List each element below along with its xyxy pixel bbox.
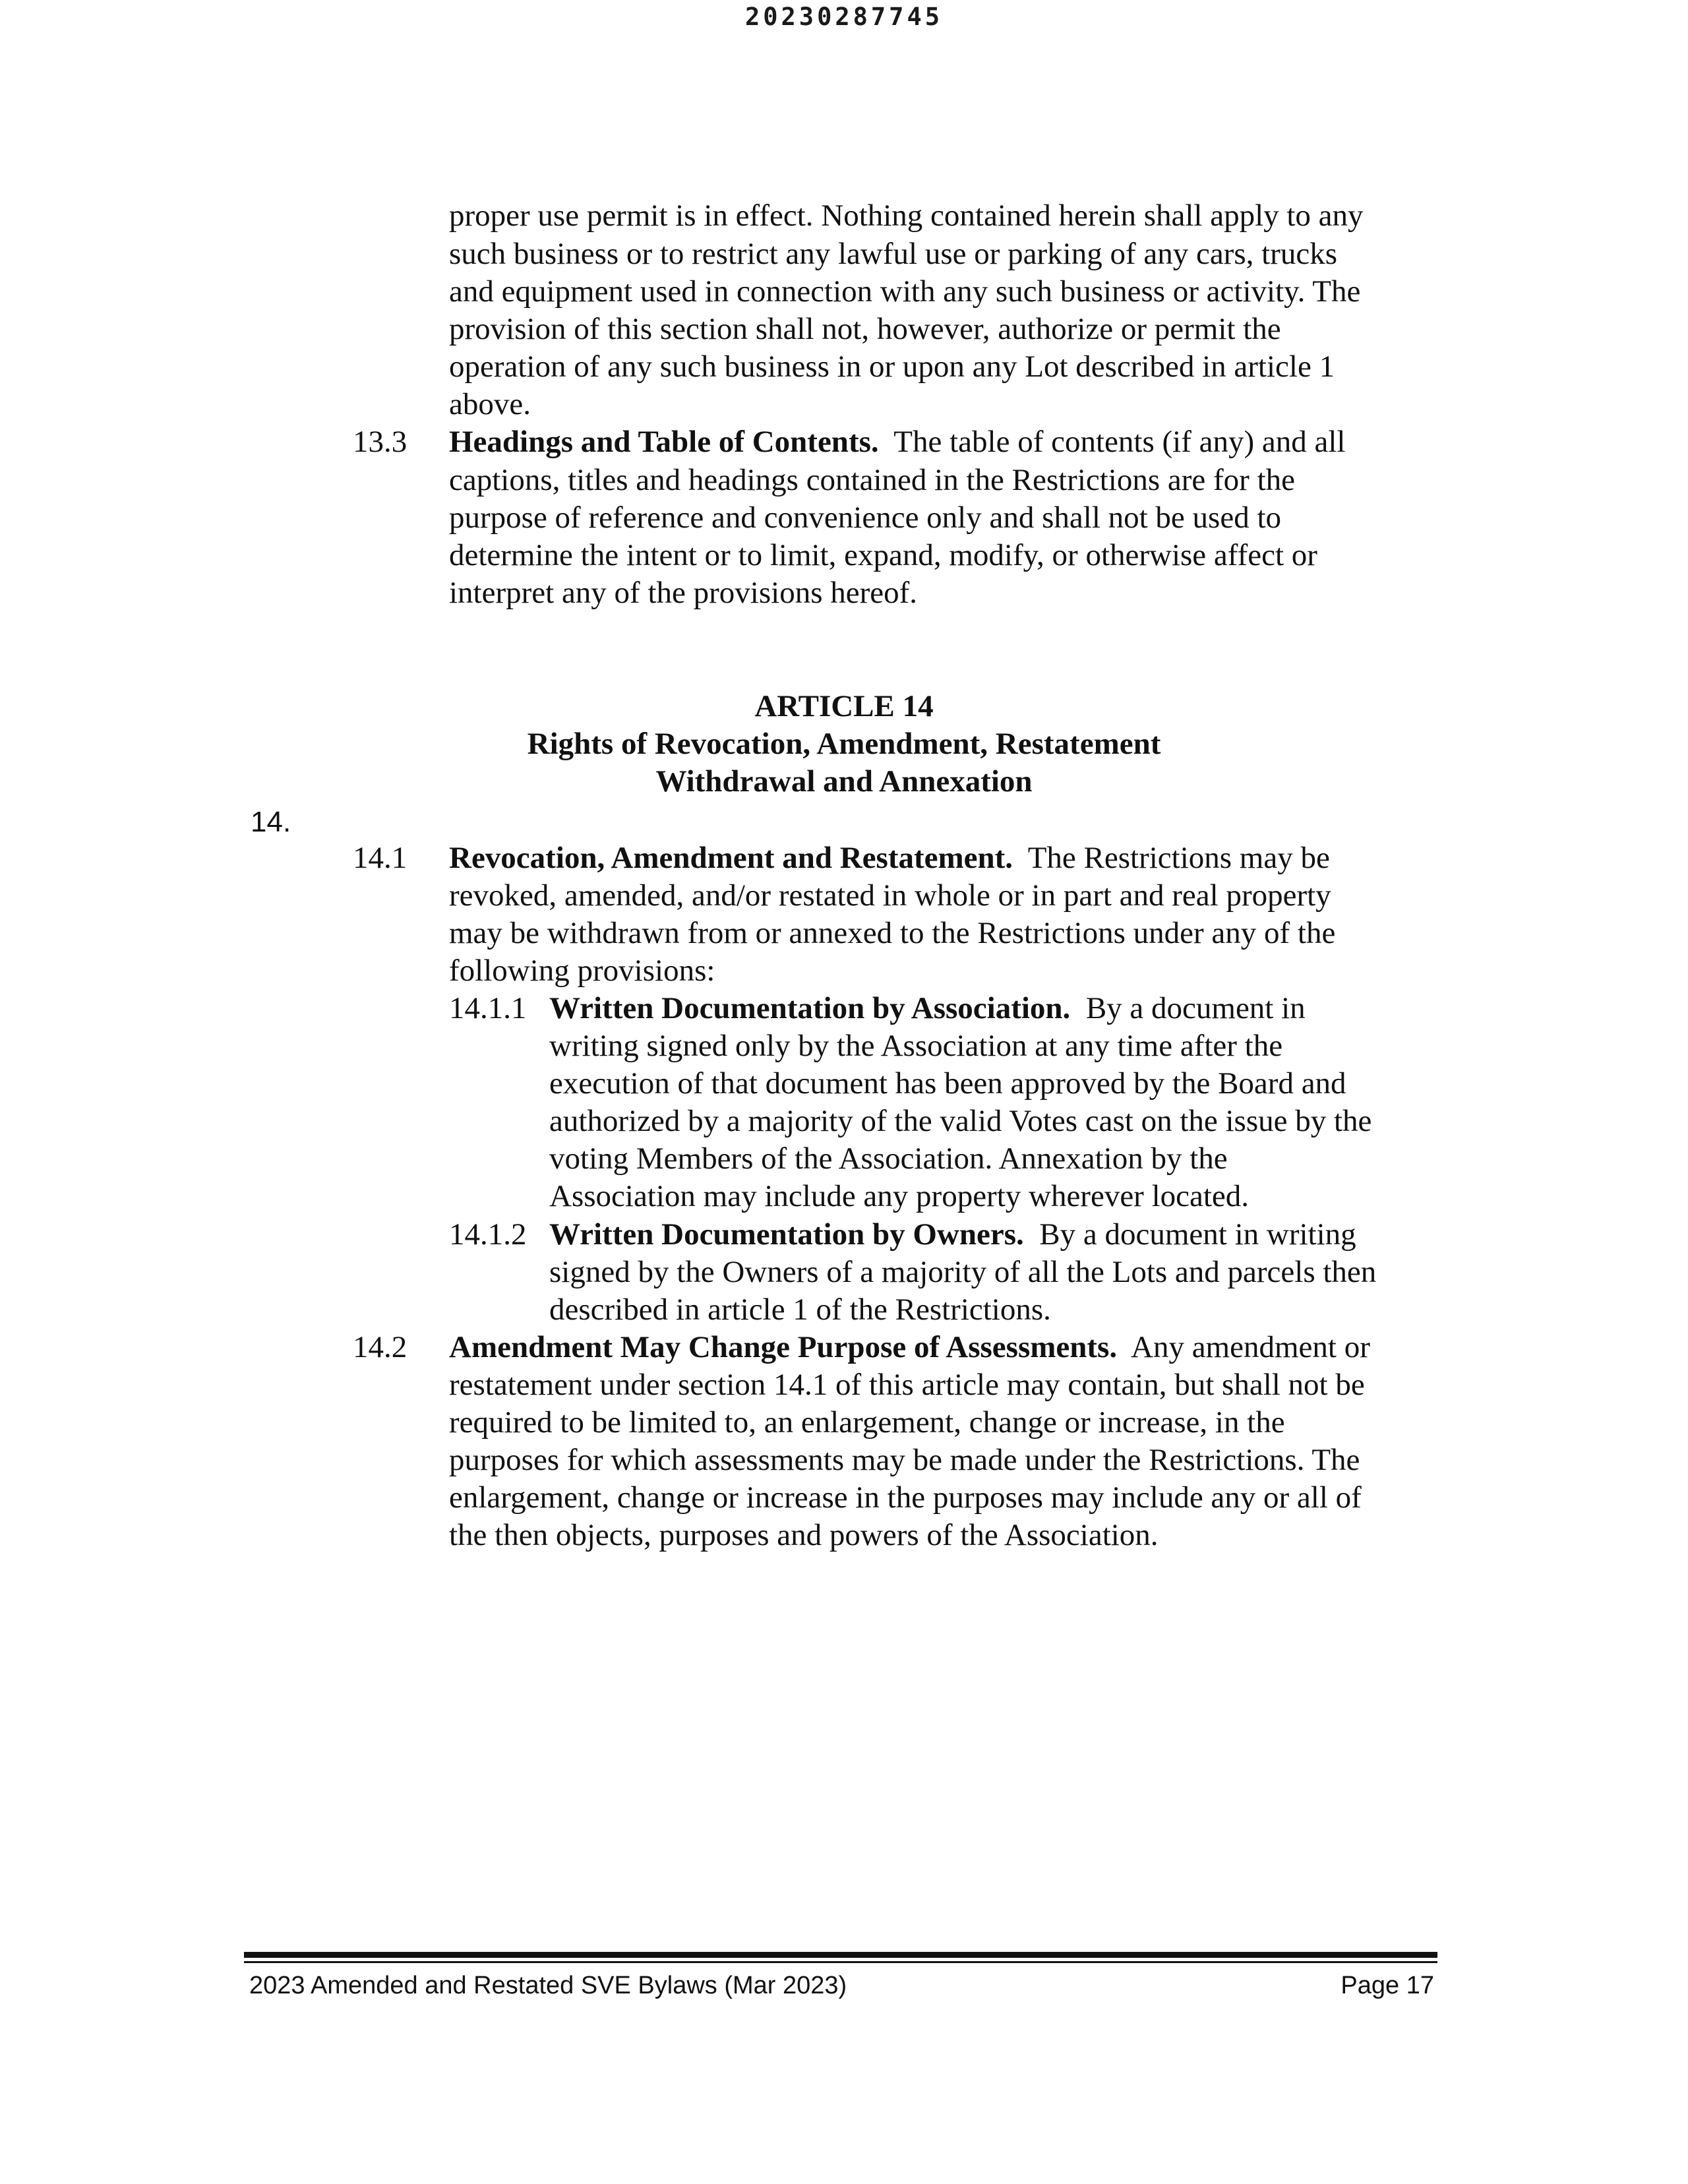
section-number: 14.2 [353, 1330, 407, 1364]
subsection-line: writing signed only by the Association at any time after the [549, 1029, 1283, 1063]
continuation-line: operation of any such business in or upon any Lot described in article 1 [449, 349, 1335, 384]
continuation-line: and equipment used in connection with any such business or activity. The [449, 274, 1361, 309]
section-line: captions, titles and headings contained in the Restrictions are for the [449, 463, 1295, 497]
subsection-line: described in article 1 of the Restrictions. [549, 1292, 1051, 1327]
section-first-line [449, 839, 1330, 877]
section-title: Revocation, Amendment and Restatement. [449, 841, 1013, 875]
subsection-number: 14.1.2 [449, 1217, 527, 1252]
subsection-first-line [549, 1215, 1356, 1254]
section-line: restatement under section 14.1 of this article may contain, but shall not be [449, 1368, 1365, 1402]
section-first-line [449, 1328, 1370, 1366]
subsection-number: 14.1.1 [449, 991, 527, 1025]
section-line: interpret any of the provisions hereof. [449, 576, 918, 610]
subsection-text: By a document in writing [1023, 1217, 1356, 1252]
section-first-line [449, 423, 1345, 461]
section-line: revoked, amended, and/or restated in whole or in part and real property [449, 878, 1331, 913]
article-marker: 14. [251, 806, 291, 838]
continuation-line: such business or to restrict any lawful use or parking of any cars, trucks [449, 237, 1337, 271]
section-line: enlargement, change or increase in the purposes may include any or all of [449, 1480, 1362, 1515]
footer-rule [244, 1952, 1437, 1958]
subsection-title: Written Documentation by Owners. [549, 1217, 1024, 1252]
article-subtitle: Withdrawal and Annexation [655, 764, 1033, 799]
continuation-line: above. [449, 387, 531, 421]
section-line: determine the intent or to limit, expand, modify, or otherwise affect or [449, 538, 1317, 572]
subsection-line: execution of that document has been approved by the Board and [549, 1066, 1346, 1101]
continuation-line: proper use permit is in effect. Nothing contained herein shall apply to any [449, 198, 1364, 233]
subsection-line: authorized by a majority of the valid Votes cast on the issue by the [549, 1104, 1372, 1138]
page-number: Page 17 [1341, 1972, 1434, 1999]
document-number: 20230287745 [744, 3, 944, 31]
subsection-first-line [549, 989, 1306, 1027]
article-heading: ARTICLE 14 [754, 689, 934, 723]
subsection-title: Written Documentation by Association. [549, 991, 1071, 1025]
section-line: purposes for which assessments may be made under the Restrictions. The [449, 1443, 1360, 1477]
section-text: The Restrictions may be [1013, 841, 1330, 875]
section-text: The table of contents (if any) and all [878, 425, 1346, 459]
section-line: following provisions: [449, 954, 715, 988]
subsection-line: Association may include any property wherever located. [549, 1179, 1250, 1213]
subsection-line: signed by the Owners of a majority of all the Lots and parcels then [549, 1255, 1377, 1289]
article-title: Rights of Revocation, Amendment, Restatement [527, 727, 1161, 761]
section-line: required to be limited to, an enlargement, change or increase, in the [449, 1405, 1285, 1440]
footer-rule-thin [244, 1961, 1437, 1963]
section-number: 13.3 [353, 425, 407, 459]
footer-title: 2023 Amended and Restated SVE Bylaws (Mar 2023) [249, 1972, 847, 1999]
section-title: Amendment May Change Purpose of Assessments. [449, 1330, 1118, 1364]
subsection-line: voting Members of the Association. Annexation by the [549, 1141, 1228, 1176]
subsection-text: By a document in [1070, 991, 1306, 1025]
section-title: Headings and Table of Contents. [449, 425, 879, 459]
section-text: Any amendment or [1117, 1330, 1370, 1364]
section-line: may be withdrawn from or annexed to the Restrictions under any of the [449, 916, 1336, 950]
section-line: purpose of reference and convenience only and shall not be used to [449, 501, 1282, 535]
section-line: the then objects, purposes and powers of the Association. [449, 1518, 1159, 1552]
continuation-line: provision of this section shall not, however, authorize or permit the [449, 312, 1281, 346]
section-number: 14.1 [353, 841, 407, 875]
